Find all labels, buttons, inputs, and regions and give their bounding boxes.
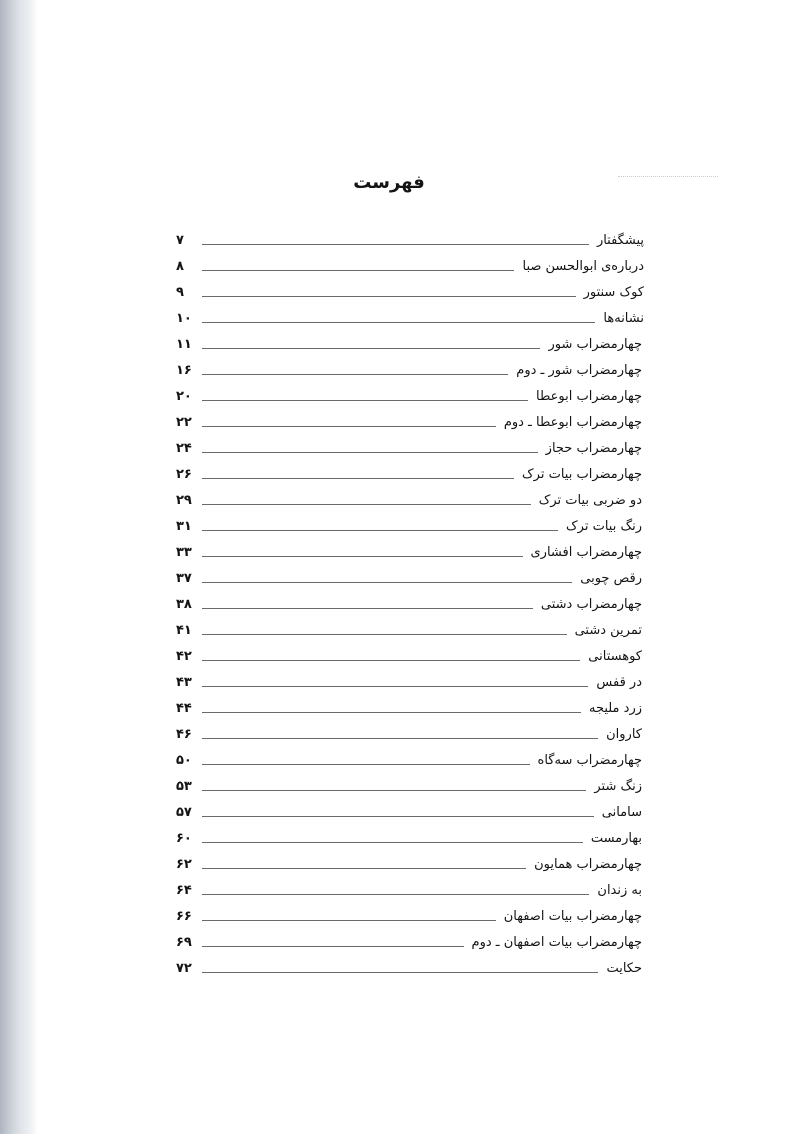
toc-entry-title: نشانه‌ها (603, 311, 644, 326)
toc-page-number: ۳۱ (176, 519, 192, 534)
toc-entry (176, 847, 644, 873)
toc-entry-title: چهارمضراب بیات اصفهان ـ دوم (471, 935, 642, 950)
toc-page-number: ۵۰ (176, 753, 192, 768)
toc-entry-title: زنگ شتر (594, 779, 642, 794)
toc-page-number: ۴۱ (176, 623, 192, 638)
toc-entry (176, 535, 644, 561)
toc-leader-line (202, 295, 576, 297)
toc-entry-title: چهارمضراب ابوعطا ـ دوم (503, 415, 642, 430)
toc-leader-line (202, 841, 583, 843)
toc-page-number: ۶۴ (176, 883, 192, 898)
toc-page-number: ۳۷ (176, 571, 192, 586)
page-title: فهرست (353, 172, 425, 193)
toc-leader-line (202, 633, 567, 635)
toc-entry (176, 587, 644, 613)
toc-leader-line (202, 711, 581, 713)
binding-edge (0, 0, 38, 1134)
toc-entry-title: رقص چوبی (580, 571, 642, 586)
toc-page-number: ۲۶ (176, 467, 192, 482)
toc-entry (176, 925, 644, 951)
toc-page-number: ۶۲ (176, 857, 192, 872)
toc-entry-title: چهارمضراب دشتی (540, 597, 642, 612)
toc-leader-line (202, 503, 531, 505)
toc-entry-title: حکایت (606, 961, 642, 976)
toc-entry-title: کوهستانی (588, 649, 642, 664)
toc-leader-line (202, 971, 598, 973)
toc-leader-line (202, 763, 530, 765)
toc-leader-line (202, 659, 580, 661)
toc-entry-title: چهارمضراب بیات اصفهان (503, 909, 642, 924)
toc-leader-line (202, 867, 526, 869)
toc-leader-line (202, 373, 508, 375)
toc-entry (176, 301, 644, 327)
toc-entry-title: چهارمضراب سه‌گاه (537, 753, 642, 768)
toc-leader-line (202, 347, 540, 349)
toc-entry (176, 353, 644, 379)
toc-leader-line (202, 607, 533, 609)
toc-entry (176, 639, 644, 665)
toc-entry-title: دو ضربی بیات ترک (538, 493, 642, 508)
toc-entry (176, 405, 644, 431)
toc-entry (176, 613, 644, 639)
toc-page-number: ۴۳ (176, 675, 192, 690)
toc-entry-title: در قفس (596, 675, 642, 690)
toc-leader-line (202, 815, 594, 817)
toc-entry-title: چهارمضراب شور ـ دوم (516, 363, 642, 378)
toc-entry-title: بهارمست (590, 831, 642, 846)
toc-entry (176, 249, 644, 275)
toc-page-number: ۴۲ (176, 649, 192, 664)
toc-entry (176, 691, 644, 717)
toc-entry-title: چهارمضراب افشاری (530, 545, 642, 560)
table-of-contents (176, 223, 644, 977)
toc-page-number: ۱۰ (176, 311, 192, 326)
toc-leader-line (202, 243, 589, 245)
toc-entry-title: زرد ملیجه (588, 701, 642, 716)
toc-entry (176, 431, 644, 457)
toc-entry-title: چهارمضراب همایون (534, 857, 642, 872)
toc-page-number: ۴۴ (176, 701, 192, 716)
toc-leader-line (202, 737, 598, 739)
toc-page-number: ۴۶ (176, 727, 192, 742)
toc-entry (176, 769, 644, 795)
toc-entry (176, 327, 644, 353)
toc-page-number: ۲۹ (176, 493, 192, 508)
toc-page-number: ۲۴ (176, 441, 192, 456)
toc-page-number: ۳۸ (176, 597, 192, 612)
toc-page-number: ۷ (176, 233, 184, 248)
toc-leader-line (202, 893, 589, 895)
toc-entry-title: چهارمضراب حجاز (545, 441, 642, 456)
toc-page-number: ۳۳ (176, 545, 192, 560)
toc-leader-line (202, 321, 595, 323)
toc-page-number: ۶۹ (176, 935, 192, 950)
toc-entry (176, 509, 644, 535)
toc-entry (176, 665, 644, 691)
toc-entry-title: به زندان (597, 883, 642, 898)
toc-leader-line (202, 789, 586, 791)
toc-entry (176, 483, 644, 509)
toc-entry (176, 743, 644, 769)
toc-page-number: ۱۱ (176, 337, 192, 352)
toc-page-number: ۷۲ (176, 961, 192, 976)
toc-leader-line (202, 919, 496, 921)
toc-entry-title: درباره‌ی ابوالحسن صبا (522, 259, 644, 274)
toc-leader-line (202, 399, 528, 401)
toc-page-number: ۹ (176, 285, 184, 300)
toc-entry (176, 457, 644, 483)
toc-entry-title: چهارمضراب شور (548, 337, 642, 352)
toc-entry (176, 379, 644, 405)
toc-leader-line (202, 945, 464, 947)
toc-entry-title: رنگ بیات ترک (566, 519, 642, 534)
toc-page-number: ۲۲ (176, 415, 192, 430)
toc-entry (176, 275, 644, 301)
toc-page-number: ۵۷ (176, 805, 192, 820)
toc-leader-line (202, 529, 558, 531)
toc-page-number: ۶۶ (176, 909, 192, 924)
toc-entry-title: چهارمضراب بیات ترک (522, 467, 642, 482)
toc-leader-line (202, 581, 572, 583)
toc-leader-line (202, 425, 496, 427)
toc-entry (176, 223, 644, 249)
toc-page-number: ۱۶ (176, 363, 192, 378)
toc-page-number: ۶۰ (176, 831, 192, 846)
toc-entry (176, 717, 644, 743)
toc-leader-line (202, 685, 588, 687)
toc-page-number: ۸ (176, 259, 184, 274)
toc-page-number: ۲۰ (176, 389, 192, 404)
toc-entry (176, 561, 644, 587)
toc-leader-line (202, 477, 514, 479)
toc-entry-title: کاروان (606, 727, 642, 742)
book-page (38, 0, 800, 1134)
toc-entry (176, 899, 644, 925)
toc-entry (176, 951, 644, 977)
toc-entry-title: چهارمضراب ابوعطا (536, 389, 642, 404)
toc-leader-line (202, 555, 523, 557)
toc-entry (176, 795, 644, 821)
toc-entry-title: تمرین دشتی (574, 623, 642, 638)
toc-entry-title: سامانی (601, 805, 642, 820)
toc-page-number: ۵۳ (176, 779, 192, 794)
toc-entry (176, 821, 644, 847)
toc-leader-line (202, 269, 514, 271)
toc-entry-title: کوک سنتور (583, 285, 644, 300)
toc-leader-line (202, 451, 538, 453)
toc-entry-title: پیشگفتار (596, 233, 644, 248)
toc-entry (176, 873, 644, 899)
